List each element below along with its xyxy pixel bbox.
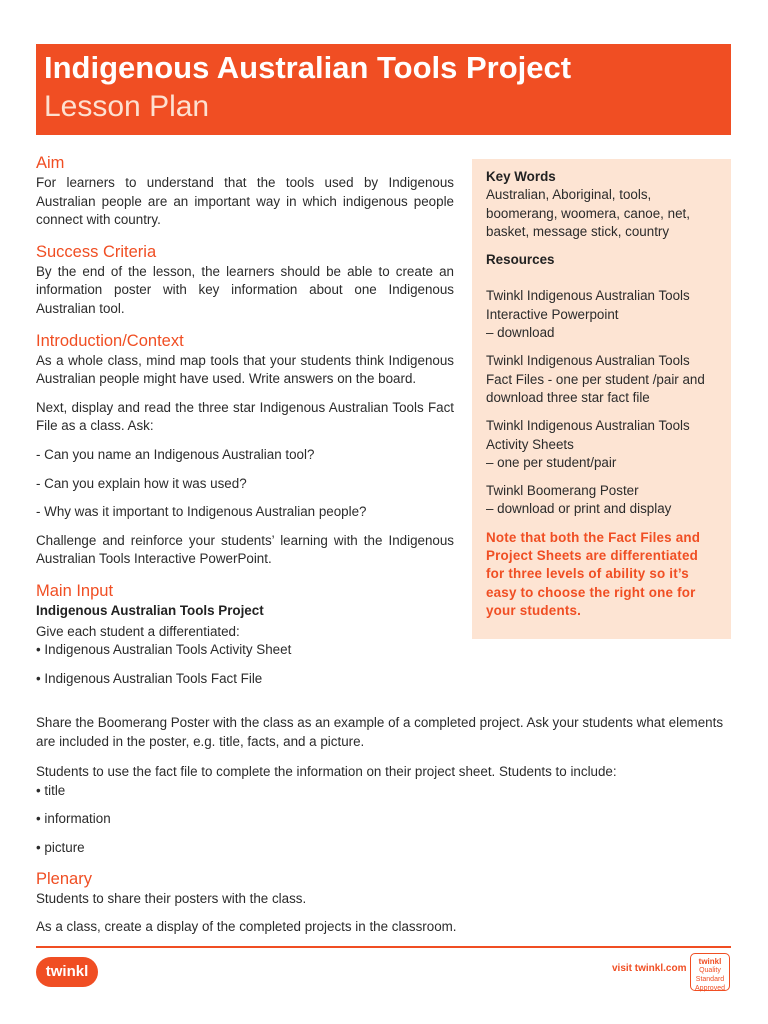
- resource-item-detail: – one per student/pair: [486, 454, 617, 470]
- main-input-p1: Give each student a differentiated:: [36, 623, 240, 639]
- main-input-continued: [36, 714, 736, 937]
- main-input-heading: Main Input: [36, 581, 114, 600]
- resource-item: Twinkl Indigenous Australian Tools Interactive Powerpoint: [486, 288, 690, 322]
- key-words-heading: Key Words: [486, 169, 556, 184]
- intro-p3: Challenge and reinforce your students’ learning with the Indigenous Australian Tools Interactive PowerPoint.: [36, 532, 454, 567]
- success-text: By the end of the lesson, the learners should be able to create an information poster with key information about one Indigenous Australian tool.: [36, 263, 454, 316]
- intro-q1: - Can you name an Indigenous Australian tool?: [36, 446, 315, 462]
- main-input-p2: Share the Boomerang Poster with the class as an example of a completed project. Ask your students what elements are included in the poster, e.g. title, facts, and a picture.: [36, 715, 724, 749]
- resource-item: Twinkl Indigenous Australian Tools Fact Files - one per student /pair and download three star fact file: [486, 353, 705, 405]
- plenary-heading: Plenary: [36, 869, 92, 888]
- resource-item-detail: – download: [486, 325, 555, 341]
- key-words-text: Australian, Aboriginal, tools, boomerang, woomera, canoe, net, basket, message stick, country: [486, 187, 690, 239]
- include-list-item: • information: [36, 811, 111, 827]
- badge-text: Quality Standard Approved: [695, 967, 725, 992]
- visit-link[interactable]: visit twinkl.com: [612, 963, 687, 974]
- key-words-panel: [472, 159, 731, 639]
- differentiation-note: Note that both the Fact Files and Project Sheets are differentiated for three levels of ability so it’s easy to choose the right one for your students.: [486, 529, 701, 618]
- aim-text: For learners to understand that the tools used by Indigenous Australian people are an important way in which indigenous people connect with country.: [36, 175, 454, 228]
- quality-badge-icon: [690, 953, 730, 991]
- main-input-bullet: • Indigenous Australian Tools Fact File: [36, 670, 263, 686]
- page-header: [36, 44, 731, 135]
- resource-item: Twinkl Boomerang Poster: [486, 483, 639, 499]
- page-title: Indigenous Australian Tools Project: [44, 50, 572, 85]
- badge-title: twinkl: [698, 957, 722, 966]
- success-heading: Success Criteria: [36, 242, 157, 261]
- intro-q2: - Can you explain how it was used?: [36, 475, 247, 491]
- main-input-subheading: Indigenous Australian Tools Project: [36, 602, 264, 618]
- twinkl-logo[interactable]: twinkl: [36, 957, 98, 987]
- plenary-p2: As a class, create a display of the completed projects in the classroom.: [36, 919, 457, 935]
- main-column: [36, 152, 454, 688]
- resource-item-detail: – download or print and display: [486, 501, 672, 517]
- intro-p2: Next, display and read the three star Indigenous Australian Tools Fact File as a class. Ask:: [36, 399, 454, 434]
- intro-q3: - Why was it important to Indigenous Australian people?: [36, 504, 367, 520]
- include-list-item: • picture: [36, 839, 85, 855]
- resource-item: Twinkl Indigenous Australian Tools Activity Sheets: [486, 418, 690, 452]
- intro-p1: As a whole class, mind map tools that your students think Indigenous Australian people might have used. Write answers on the board.: [36, 352, 454, 387]
- page-subtitle: Lesson Plan: [44, 90, 210, 123]
- aim-heading: Aim: [36, 154, 65, 172]
- include-list-item: • title: [36, 782, 66, 798]
- main-input-p3: Students to use the fact file to complete the information on their project sheet. Students to include:: [36, 764, 617, 780]
- footer-divider: [36, 946, 731, 948]
- plenary-p1: Students to share their posters with the class.: [36, 890, 307, 906]
- resources-heading: Resources: [486, 252, 555, 268]
- intro-heading: Introduction/Context: [36, 331, 184, 350]
- main-input-bullet: • Indigenous Australian Tools Activity Sheet: [36, 642, 292, 658]
